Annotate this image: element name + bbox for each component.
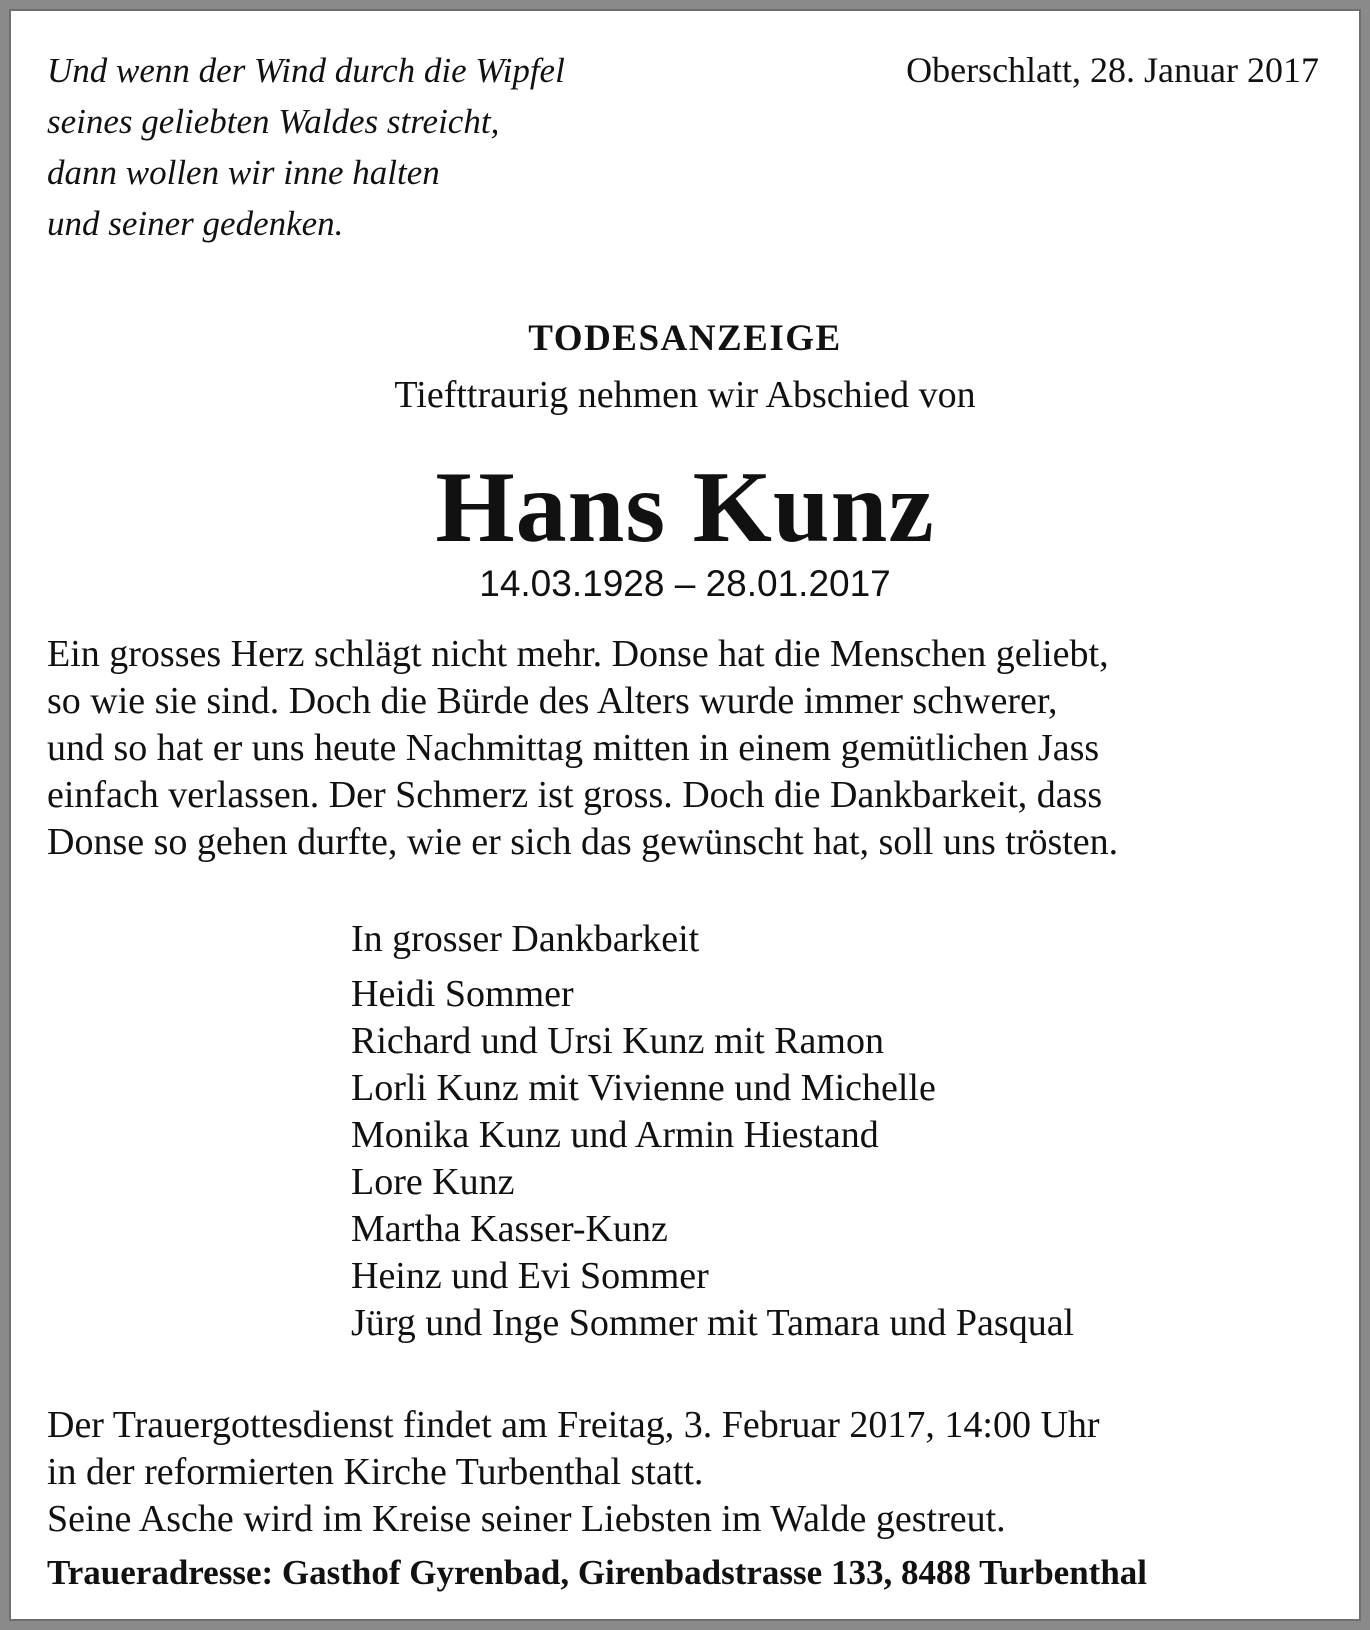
poem-line: und seiner gedenken. [47,204,344,243]
place-and-date: Oberschlatt, 28. Januar 2017 [906,50,1319,90]
poem-line: dann wollen wir inne halten [47,153,440,192]
notice-heading: TODESANZEIGE [528,318,842,359]
deceased-name: Hans Kunz [435,451,935,564]
mourner-entry: Heidi Sommer [351,973,574,1015]
mourner-entry: Heinz und Evi Sommer [351,1255,709,1297]
mourner-entry: Jürg und Inge Sommer mit Tamara und Pasqual [351,1302,1075,1344]
funeral-service-info [47,1402,1100,1543]
mourners-list [351,971,1074,1347]
service-line: Der Trauergottesdienst findet am Freitag, 3. Februar 2017, 14:00 Uhr [47,1404,1100,1446]
mourner-entry: Monika Kunz und Armin Hiestand [351,1114,879,1156]
tribute-line: und so hat er uns heute Nachmittag mitten in einem gemütlichen Jass [47,727,1100,769]
poem-line: Und wenn der Wind durch die Wipfel [47,51,565,90]
tribute-line: Ein grosses Herz schlägt nicht mehr. Donse hat die Menschen geliebt, [47,633,1109,675]
intro-line: Tiefttraurig nehmen wir Abschied von [394,374,976,416]
mourner-entry: Martha Kasser-Kunz [351,1208,668,1250]
tribute-line: einfach verlassen. Der Schmerz ist gross. Doch die Dankbarkeit, dass [47,774,1103,816]
mourner-entry: Richard und Ursi Kunz mit Ramon [351,1020,884,1062]
tribute-line: so wie sie sind. Doch die Bürde des Alters wurde immer schwerer, [47,680,1058,722]
life-dates: 14.03.1928 – 28.01.2017 [479,563,891,604]
obituary-notice [9,9,1361,1621]
service-line: in der reformierten Kirche Turbenthal statt. [47,1451,704,1493]
memorial-poem [47,45,565,249]
poem-line: seines geliebten Waldes streicht, [47,102,500,141]
mourner-entry: Lore Kunz [351,1161,515,1203]
mourners-block [351,916,1074,1347]
mourning-address: Traueradresse: Gasthof Gyrenbad, Girenbadstrasse 133, 8488 Turbenthal [47,1553,1148,1592]
mourner-entry: Lorli Kunz mit Vivienne und Michelle [351,1067,936,1109]
thanks-line: In grosser Dankbarkeit [351,918,700,960]
tribute-line: Donse so gehen durfte, wie er sich das gewünscht hat, soll uns trösten. [47,821,1119,863]
tribute-paragraph [47,631,1118,866]
service-line: Seine Asche wird im Kreise seiner Liebsten im Walde gestreut. [47,1498,1006,1540]
